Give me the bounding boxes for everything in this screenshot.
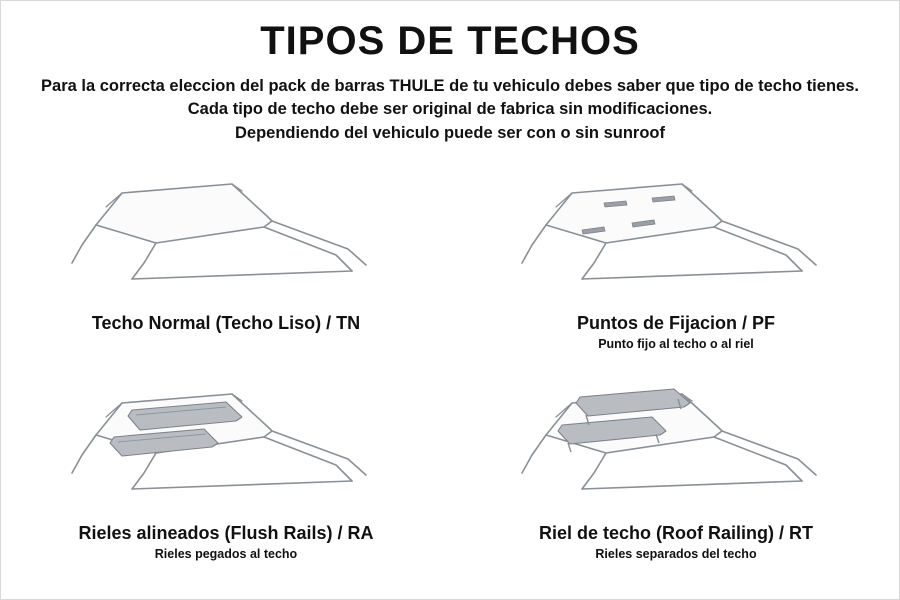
roof-type-ra-caption: Rieles alineados (Flush Rails) / RA — [78, 523, 374, 544]
intro-line-1: Para la correcta eleccion del pack de barras THULE de tu vehiculo debes saber que tipo de techo tienes. — [41, 77, 859, 95]
roof-type-pf-subcaption: Punto fijo al techo o al riel — [598, 337, 754, 352]
page-title: TIPOS DE TECHOS — [260, 19, 640, 63]
roof-type-rt-caption: Riel de techo (Roof Railing) / RT — [539, 523, 813, 544]
car-roof-plain-icon — [36, 159, 416, 309]
car-roof-raised-railing-icon — [486, 369, 866, 519]
intro-line-3: Dependiendo del vehiculo puede ser con o sin sunroof — [235, 123, 665, 142]
roof-types-grid — [1, 159, 900, 579]
car-roof-fixed-points-icon — [486, 159, 866, 309]
intro-line-2: Cada tipo de techo debe ser original de fabrica sin modificaciones. — [187, 100, 713, 119]
roof-type-rt-subcaption: Rieles separados del techo — [595, 547, 757, 562]
car-roof-flush-rails-icon — [36, 369, 416, 519]
intro-text — [1, 75, 899, 145]
roof-type-tn — [1, 159, 451, 369]
roof-type-ra-subcaption: Rieles pegados al techo — [154, 547, 298, 562]
roof-type-rt — [451, 369, 900, 579]
roof-type-ra — [1, 369, 451, 579]
roof-type-pf — [451, 159, 900, 369]
roof-type-tn-caption: Techo Normal (Techo Liso) / TN — [91, 313, 361, 334]
roof-type-pf-caption: Puntos de Fijacion / PF — [576, 313, 776, 334]
